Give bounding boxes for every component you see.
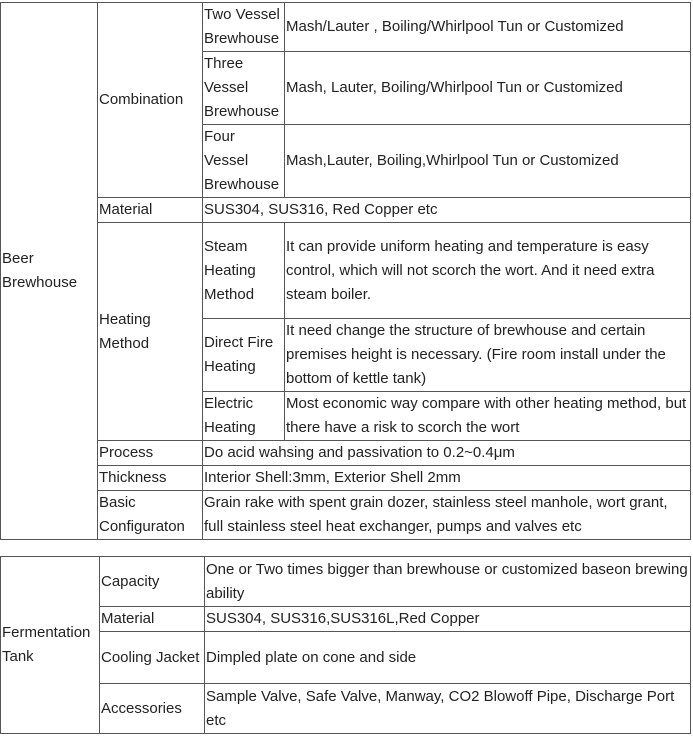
heating-label-cell <box>98 223 203 441</box>
row-label: Process <box>99 444 154 461</box>
heating-type-cell <box>203 392 285 441</box>
material-value-cell <box>203 198 691 223</box>
capacity-label-cell <box>100 557 205 607</box>
cell-value: Dimpled plate on cone and side <box>206 648 417 666</box>
table-row <box>1 223 691 319</box>
row-label: Heating Method <box>99 310 151 352</box>
combination-value-cell <box>285 125 691 198</box>
basic-configuration-label-cell <box>98 491 203 540</box>
section-label: Beer Brewhouse <box>2 250 78 291</box>
cell-value: Mash,Lauter, Boiling,Whirlpool Tun or Customized <box>286 152 619 169</box>
heating-value-cell <box>285 223 691 319</box>
fermentation-section-label-cell <box>1 557 100 734</box>
fermentation-spec-table <box>0 556 691 734</box>
brewhouse-spec-table <box>0 2 691 540</box>
combination-type-cell <box>203 125 285 198</box>
row-label: Basic Configuraton <box>99 494 185 535</box>
cell-value: Grain rake with spent grain dozer, stainless steel manhole, wort grant, full stainless steel heat exchanger, pumps and valves etc <box>204 494 668 535</box>
row-label: Capacity <box>101 572 160 590</box>
accessories-value-cell <box>205 684 691 734</box>
cell-value: It can provide uniform heating and temperature is easy control, which will not scorch the wort. And it need extra steam boiler. <box>286 237 655 303</box>
row-label: Material <box>99 201 153 218</box>
row-label: Cooling Jacket <box>101 648 200 666</box>
table-row <box>1 466 691 491</box>
combination-value-cell <box>285 52 691 125</box>
thickness-label-cell <box>98 466 203 491</box>
table-row <box>1 632 691 684</box>
cell-value: Mash, Lauter, Boiling/Whirlpool Tun or Customized <box>286 79 623 96</box>
material-label-cell <box>98 198 203 223</box>
brewhouse-section-label-cell <box>1 3 98 540</box>
cell-value: SUS304, SUS316,SUS316L,Red Copper <box>206 610 480 627</box>
table-row <box>1 441 691 466</box>
sub-label: Electric Heating <box>204 395 256 436</box>
combination-value-cell <box>285 3 691 52</box>
row-label: Thickness <box>99 469 167 486</box>
table-row <box>1 684 691 734</box>
row-label: Accessories <box>101 699 182 717</box>
sub-label: Steam Heating Method <box>204 237 256 303</box>
cell-value: Interior Shell:3mm, Exterior Shell 2mm <box>204 469 461 486</box>
table-row <box>1 557 691 607</box>
cell-value: It need change the structure of brewhouse and certain premises height is necessary. (Fire room install under the bottom of kettle tank) <box>286 322 666 387</box>
process-label-cell <box>98 441 203 466</box>
material-value-cell <box>205 607 691 632</box>
combination-label-cell <box>98 3 203 198</box>
table-row <box>1 3 691 52</box>
cell-value: Do acid wahsing and passivation to 0.2~0.4μm <box>204 444 515 461</box>
cell-value: One or Two times bigger than brewhouse or customized baseon brewing ability <box>206 560 688 602</box>
cell-value: SUS304, SUS316, Red Copper etc <box>204 201 438 218</box>
cell-value: Mash/Lauter , Boiling/Whirlpool Tun or Customized <box>286 18 624 35</box>
capacity-value-cell <box>205 557 691 607</box>
cell-value: Sample Valve, Safe Valve, Manway, CO2 Blowoff Pipe, Discharge Port etc <box>206 687 675 729</box>
heating-type-cell <box>203 319 285 392</box>
cooling-jacket-label-cell <box>100 632 205 684</box>
thickness-value-cell <box>203 466 691 491</box>
sub-label: Three Vessel Brewhouse <box>204 55 280 120</box>
accessories-label-cell <box>100 684 205 734</box>
table-row <box>1 198 691 223</box>
table-row <box>1 491 691 540</box>
cell-value: Most economic way compare with other heating method, but there have a risk to scorch the wort <box>286 395 687 436</box>
cooling-jacket-value-cell <box>205 632 691 684</box>
sub-label: Direct Fire Heating <box>204 334 274 375</box>
row-label: Material <box>101 610 155 627</box>
process-value-cell <box>203 441 691 466</box>
basic-configuration-value-cell <box>203 491 691 540</box>
heating-type-cell <box>203 223 285 319</box>
section-label: Fermentation Tank <box>2 624 91 665</box>
heating-value-cell <box>285 392 691 441</box>
sub-label: Four Vessel Brewhouse <box>204 128 280 193</box>
table-row <box>1 607 691 632</box>
row-label: Combination <box>99 91 184 108</box>
combination-type-cell <box>203 3 285 52</box>
combination-type-cell <box>203 52 285 125</box>
heating-value-cell <box>285 319 691 392</box>
material-label-cell <box>100 607 205 632</box>
sub-label: Two Vessel Brewhouse <box>204 6 280 47</box>
